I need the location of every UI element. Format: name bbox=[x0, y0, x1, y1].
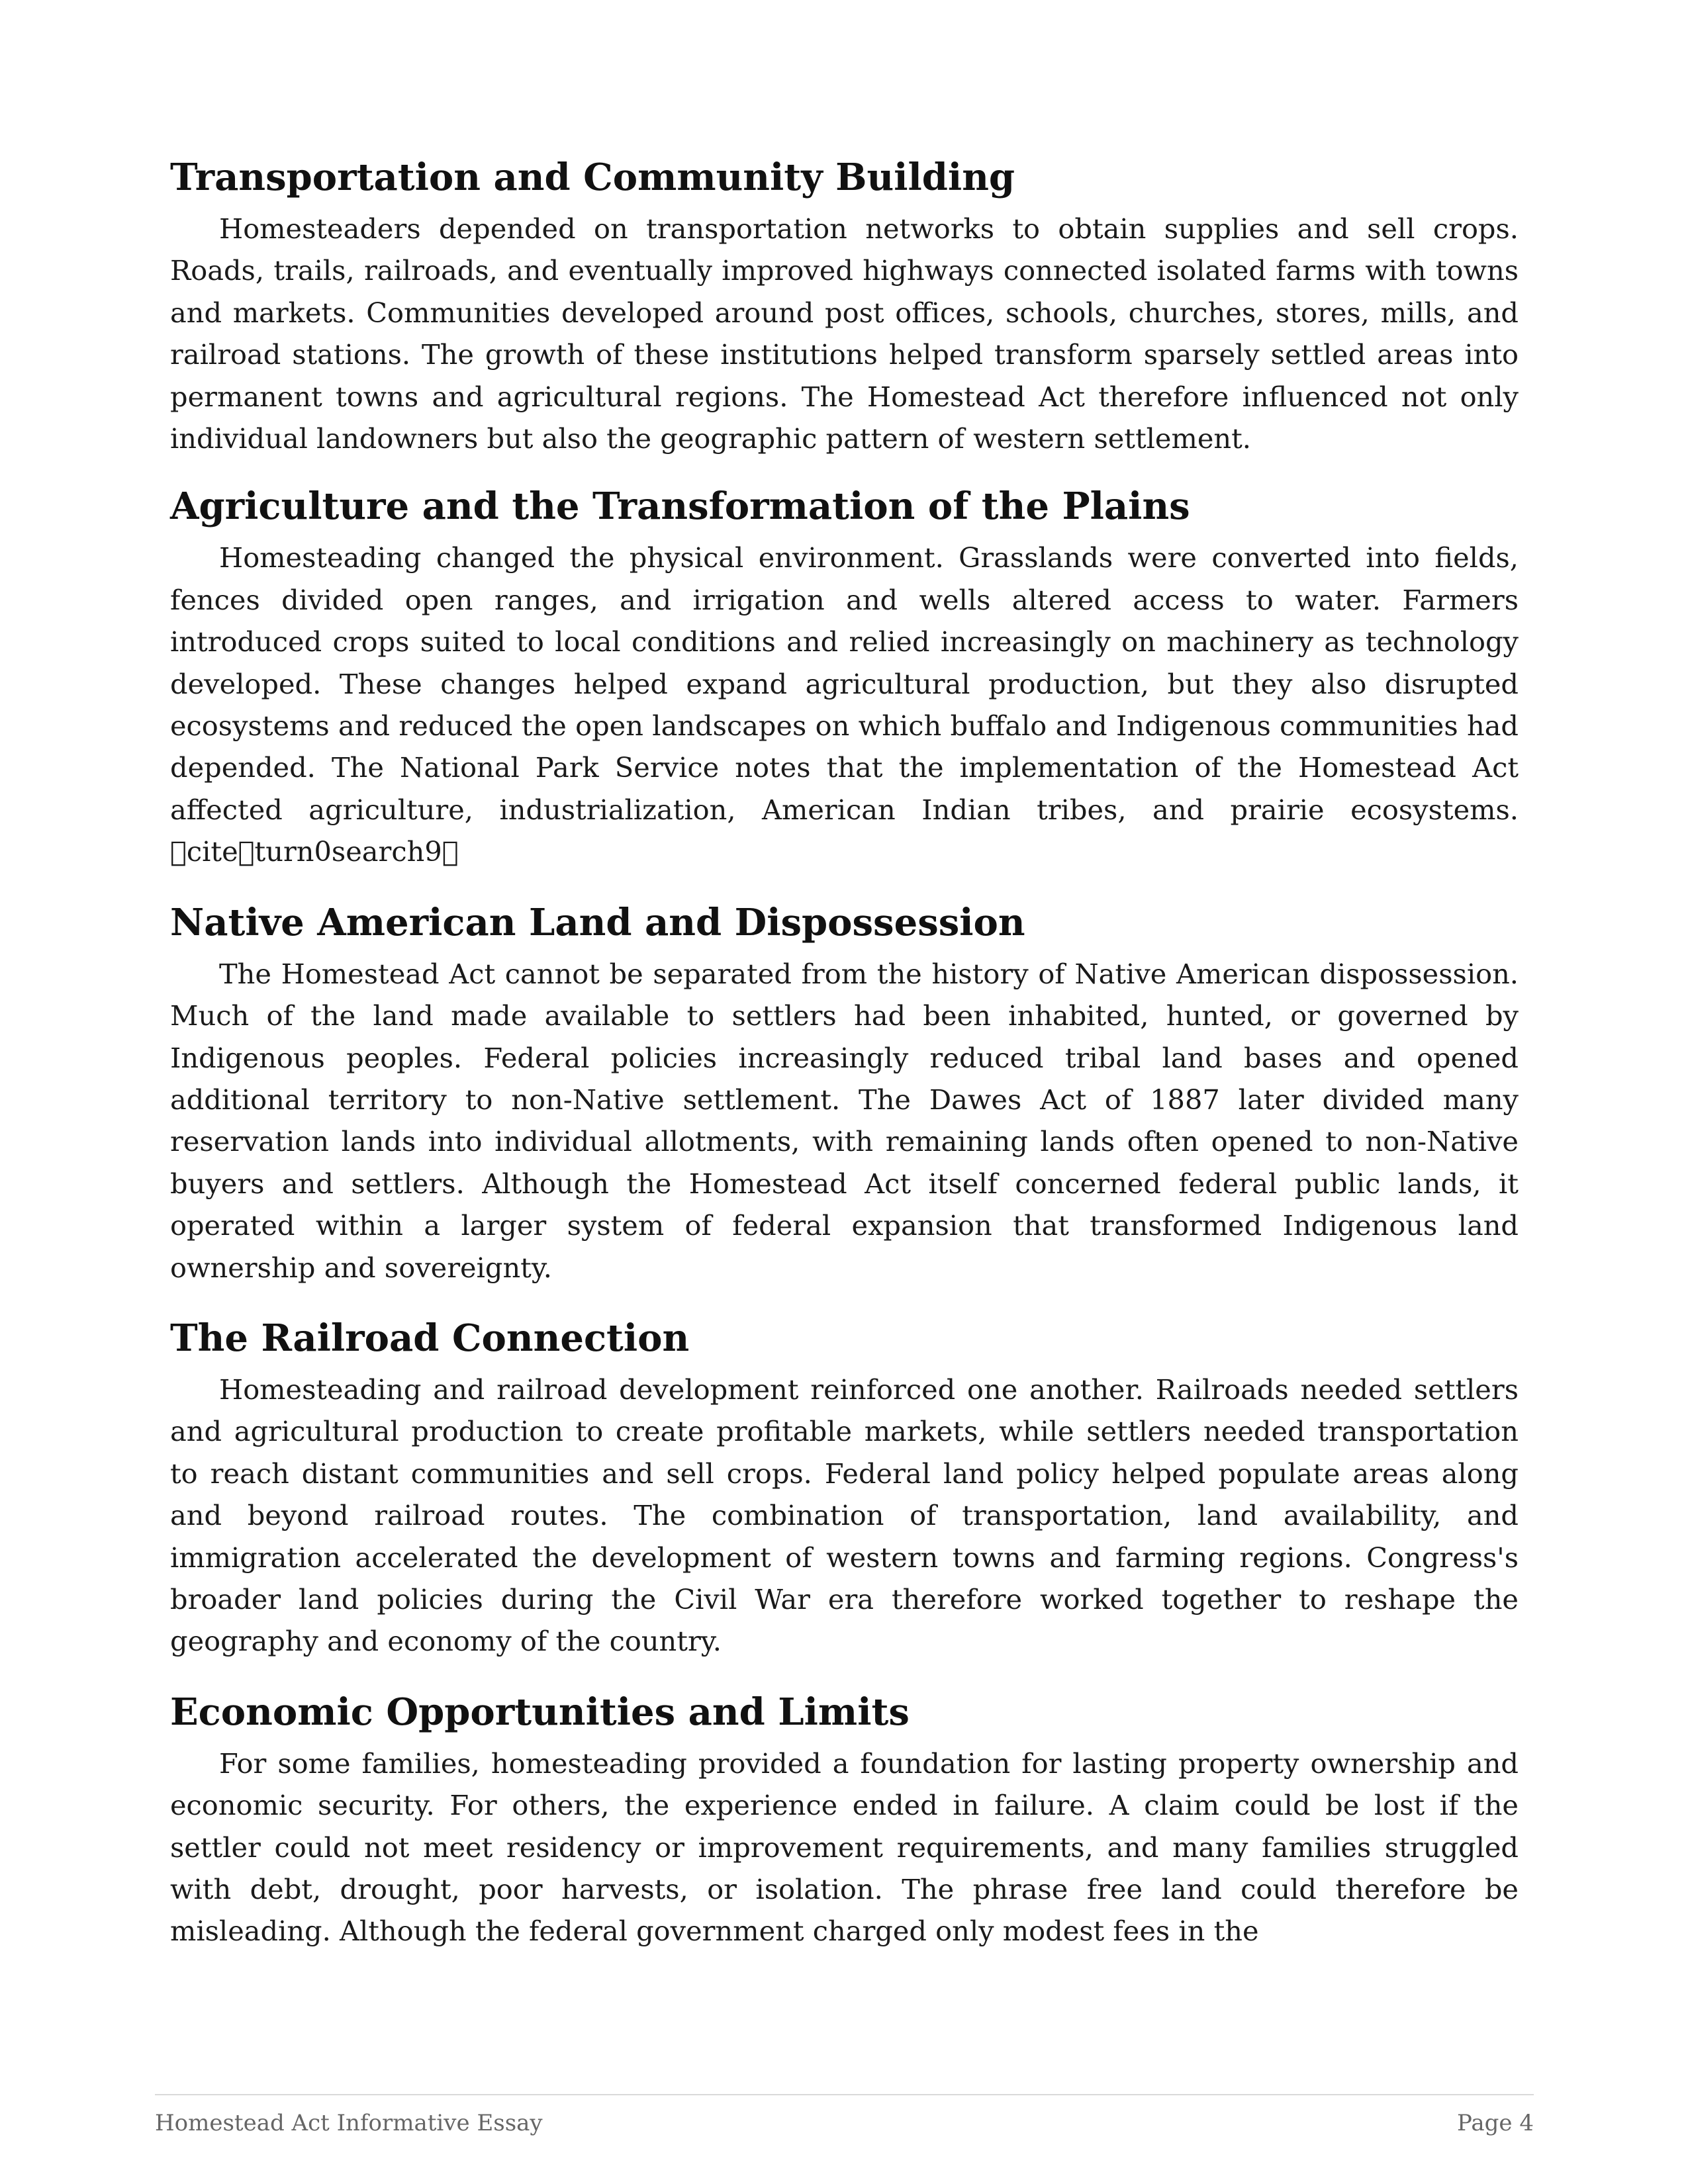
section-agriculture bbox=[170, 482, 1519, 872]
section-economic-opportunities bbox=[170, 1688, 1519, 1952]
section-paragraph: For some families, homesteading provided a foundation for lasting property ownership and economic security. For others, the experience ended in failure. A claim could be lost if the settler could not meet residency or improvement requirements, and many families struggled with debt, drought, poor harvests, or isolation. The phrase free land could therefore be misleading. Although the federal government charged only modest fees in the bbox=[170, 1747, 1519, 1948]
section-paragraph: Homesteading and railroad development reinforced one another. Railroads needed settlers and agricultural production to create profitable markets, while settlers needed transportation to reach distant communities and sell crops. Federal land policy helped populate areas along and beyond railroad routes. The combination of transportation, land availability, and immigration accelerated the development of western towns and farming regions. Congress's broader land policies during the Civil War era therefore worked together to reshape the geography and economy of the country. bbox=[170, 1373, 1519, 1658]
section-paragraph: Homesteading changed the physical environment. Grasslands were converted into fields, fences divided open ranges, and irrigation and wells altered access to water. Farmers introduced crops suited to local conditions and relied increasingly on machinery as technology developed. These changes helped expand agricultural production, but they also disrupted ecosystems and reduced the open landscapes on which buffalo and Indigenous communities had depended. The National Park Service notes that the implementation of the Homestead Act affected agriculture, industrialization, American Indian tribes, and prairie ecosystems. cite turn0search9 bbox=[170, 541, 1519, 868]
section-native-american-land bbox=[170, 899, 1519, 1289]
section-heading: The Railroad Connection bbox=[170, 1316, 690, 1360]
footer-page-number: Page 4 bbox=[1457, 2110, 1534, 2136]
section-railroad-connection bbox=[170, 1314, 1519, 1662]
section-heading: Agriculture and the Transformation of the Plains bbox=[170, 484, 1190, 529]
section-heading: Native American Land and Dispossession bbox=[170, 900, 1025, 944]
document-content bbox=[170, 154, 1519, 1952]
section-transportation bbox=[170, 154, 1519, 459]
footer-divider bbox=[155, 2094, 1534, 2095]
section-paragraph: Homesteaders depended on transportation networks to obtain supplies and sell crops. Roads, trails, railroads, and eventually improved highways connected isolated farms with towns and markets. Communities developed around post offices, schools, churches, stores, mills, and railroad stations. The growth of these institutions helped transform sparsely settled areas into permanent towns and agricultural regions. The Homestead Act therefore influenced not only individual landowners but also the geographic pattern of western settlement. bbox=[170, 212, 1519, 455]
footer-document-title: Homestead Act Informative Essay bbox=[155, 2110, 543, 2136]
section-paragraph: The Homestead Act cannot be separated from the history of Native American dispossession. Much of the land made available to settlers had been inhabited, hunted, or governed by Indigenous peoples. Federal policies increasingly reduced tribal land bases and opened additional territory to non-Native settlement. The Dawes Act of 1887 later divided many reservation lands into individual allotments, with remaining lands often opened to non-Native buyers and settlers. Although the Homestead Act itself concerned federal public lands, it operated within a larger system of federal expansion that transformed Indigenous land ownership and sovereignty. bbox=[170, 957, 1519, 1284]
section-heading: Economic Opportunities and Limits bbox=[170, 1690, 910, 1734]
section-heading: Transportation and Community Building bbox=[170, 156, 1015, 199]
